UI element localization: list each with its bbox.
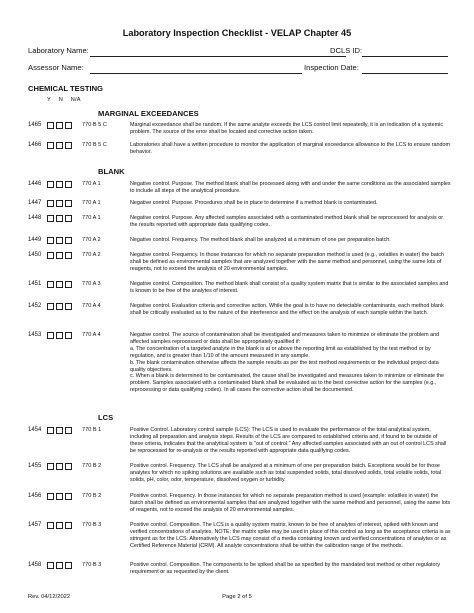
dcls-id-label: DCLS ID: <box>330 46 363 55</box>
item-number: 1453 <box>28 332 42 338</box>
no-checkbox[interactable] <box>56 252 63 259</box>
na-checkbox[interactable] <box>65 493 72 500</box>
item-number: 1455 <box>28 463 42 469</box>
item-description: Negative control. Evaluation criteria and corrective action. While the goal is to have no detectable contaminants, each method blank shall be critically evaluated as to the nature of the interference and the effect on the analysis of each sample within the batch. <box>130 303 444 316</box>
item-description: Negative control. Composition. The method blank shall consist of a quality system matrix that is similar to the associated samples and is known to be free of the analytes of interest. <box>130 281 449 294</box>
na-checkbox[interactable] <box>65 142 72 149</box>
inspection-date-label: Inspection Date: <box>304 63 359 72</box>
item-description: Negative control. Purpose. Any affected samples associated with a contaminated method blank shall be reprocessed for analysis or the results reported with appropriate data qualifying codes. <box>130 215 444 228</box>
na-checkbox[interactable] <box>65 252 72 259</box>
item-description: Marginal exceedance shall be random. If the same analyte exceeds the LCS control limit repeatedly, it is an indication of a systemic problem. The source of the error shall be located and corrective action taken. <box>130 122 444 135</box>
item-number: 1449 <box>28 237 42 243</box>
assessor-name-field[interactable] <box>90 73 302 74</box>
item-reference: 770 B 1 <box>82 427 102 433</box>
na-checkbox[interactable] <box>65 200 72 207</box>
item-description: Negative control. Frequency. The method blank shall be analyzed at a minimum of one per preparation batch. <box>130 237 391 243</box>
yes-checkbox[interactable] <box>47 522 54 529</box>
no-checkbox[interactable] <box>56 522 63 529</box>
no-checkbox[interactable] <box>56 493 63 500</box>
item-number: 1446 <box>28 181 42 187</box>
yes-checkbox[interactable] <box>47 303 54 310</box>
item-reference: 770 B 5 C <box>82 122 107 128</box>
item-number: 1452 <box>28 303 42 309</box>
subsection-marginal-exceedances: MARGINAL EXCEEDANCES <box>98 109 199 118</box>
item-reference: 770 A 1 <box>82 215 101 221</box>
item-number: 1456 <box>28 493 42 499</box>
no-checkbox[interactable] <box>56 303 63 310</box>
item-number: 1454 <box>28 427 42 433</box>
column-headers <box>47 97 87 103</box>
assessor-row <box>28 63 448 75</box>
na-checkbox[interactable] <box>65 463 72 470</box>
item-reference: 770 A 4 <box>82 332 101 338</box>
no-checkbox[interactable] <box>56 142 63 149</box>
na-checkbox[interactable] <box>65 332 72 339</box>
na-checkbox[interactable] <box>65 181 72 188</box>
item-reference: 770 B 5 C <box>82 142 107 148</box>
na-checkbox[interactable] <box>65 237 72 244</box>
na-checkbox[interactable] <box>65 522 72 529</box>
item-reference: 770 B 3 <box>82 522 102 528</box>
na-checkbox[interactable] <box>65 562 72 569</box>
no-checkbox[interactable] <box>56 200 63 207</box>
yes-checkbox[interactable] <box>47 142 54 149</box>
no-checkbox[interactable] <box>56 181 63 188</box>
item-reference: 770 A 1 <box>82 200 101 206</box>
yes-checkbox[interactable] <box>47 562 54 569</box>
col-n: N <box>58 97 63 103</box>
yes-checkbox[interactable] <box>47 181 54 188</box>
item-number: 1458 <box>28 562 42 568</box>
inspection-date-field[interactable] <box>362 73 448 74</box>
item-reference: 770 A 2 <box>82 237 101 243</box>
yes-checkbox[interactable] <box>47 252 54 259</box>
yes-checkbox[interactable] <box>47 281 54 288</box>
no-checkbox[interactable] <box>56 215 63 222</box>
item-description: Negative control. Purpose. Procedures shall be in place to determine if a method blank is contaminated. <box>130 200 378 206</box>
na-checkbox[interactable] <box>65 215 72 222</box>
item-description: Negative control. The source of contamination shall be investigated and measures taken to minimize or eliminate the problem and affected samples reprocessed or data shall be appropriately qualified if: a. The concentration of a targeted analyte in the blank is at or above the reporting limit as established by the test method or by regulation, and is greater than 1/10 of the amount measured in any sample. b. The blank contamination otherwise affects the sample results as per the test method requirements or the individual project data quality objectives. c. When a blank is determined to be contaminated, the cause shall be investigated and measures taken to minimize or eliminate the problem. Samples associated with a contaminated blank shall be evaluated as to the best corrective action for the samples (e.g., reprocessing or data qualifying codes). In all cases the corrective action shall be documented. <box>130 332 445 394</box>
no-checkbox[interactable] <box>56 281 63 288</box>
item-number: 1466 <box>28 142 42 148</box>
na-checkbox[interactable] <box>65 122 72 129</box>
col-y: Y <box>47 97 51 103</box>
col-na: N/A <box>70 97 81 103</box>
item-description: Negative control. Purpose. The method blank shall be processed along with and under the same conditions as the associated samples to include all steps of the analytical procedure. <box>130 181 451 194</box>
yes-checkbox[interactable] <box>47 427 54 434</box>
item-description: Laboratories shall have a written procedure to monitor the application of marginal exceedance allowance to the LCS to ensure random behavior. <box>130 142 451 155</box>
no-checkbox[interactable] <box>56 122 63 129</box>
item-number: 1465 <box>28 122 42 128</box>
item-description: Positive control. Composition. The LCS is a quality system matrix, known to be free of analytes of interest, spiked with known and verified concentrations of analytes. NOTE: the matrix spike may be used in place of this control as long as the acceptance criteria is as stringent as for the LCS. Alternatively the LCS may consist of a media containing known and verified concentrations of analytes or as Certified Reference Material (CRM). All analyte concentrations shall be within the calibration range of the methods. <box>130 522 451 549</box>
item-reference: 770 A 4 <box>82 303 101 309</box>
subsection-blank: BLANK <box>98 167 125 176</box>
no-checkbox[interactable] <box>56 332 63 339</box>
na-checkbox[interactable] <box>65 281 72 288</box>
item-reference: 770 B 3 <box>82 562 102 568</box>
yes-checkbox[interactable] <box>47 332 54 339</box>
item-description: Positive control. Composition. The components to be spiked shall be as specified by the mandated test method or other regulatory requirement or as requested by the client. <box>130 562 441 575</box>
subsection-lcs: LCS <box>98 413 114 422</box>
yes-checkbox[interactable] <box>47 493 54 500</box>
item-reference: 770 A 1 <box>82 181 101 187</box>
item-reference: 770 A 3 <box>82 281 101 287</box>
no-checkbox[interactable] <box>56 427 63 434</box>
item-description: Positive Control. Laboratory control sample (LCS): The LCS is used to evaluate the performance of the total analytical system, including all preparation and analysis steps. Results of the LCS are compared to established criteria and, if found to be outside of these criteria, indicates that the analytical system is "out of control." Any affected samples associated with an out of control LCS shall be reprocessed for re-analysis or the results reported with appropriate data qualifying codes. <box>130 427 447 454</box>
assessor-name-label: Assessor Name: <box>28 63 84 72</box>
page-title: Laboratory Inspection Checklist - VELAP Chapter 45 <box>122 28 352 38</box>
item-reference: 770 A 2 <box>82 252 101 258</box>
section-chemical-testing: CHEMICAL TESTING <box>28 84 103 93</box>
item-description: Negative control. Frequency. In those instances for which no separate preparation method is used (e.g., volatiles in water) the batch shall be defined as environmental samples that are analyzed together with the same method and personnel, using the same lots of reagents, not to exceed the analysis of 20 environmental samples. <box>130 252 444 272</box>
item-number: 1447 <box>28 200 42 206</box>
na-checkbox[interactable] <box>65 303 72 310</box>
yes-checkbox[interactable] <box>47 200 54 207</box>
yes-checkbox[interactable] <box>47 122 54 129</box>
item-description: Positive control. Frequency. The LCS shall be analyzed at a minimum of one per preparation batch. Exceptions would be for those analytes for which no spiking solutions are available such as total suspended solids, total dissolved solids, total volatile solids, total solids, pH, color, odor, temperature, dissolved oxygen or turbidity. <box>130 463 442 483</box>
yes-checkbox[interactable] <box>47 237 54 244</box>
lab-name-field[interactable] <box>90 56 346 57</box>
lab-name-row <box>28 46 448 58</box>
na-checkbox[interactable] <box>65 427 72 434</box>
yes-checkbox[interactable] <box>47 463 54 470</box>
lab-name-label: Laboratory Name: <box>28 46 89 55</box>
revision-date: Rev. 04/12/2022 <box>28 594 71 600</box>
no-checkbox[interactable] <box>56 562 63 569</box>
item-number: 1450 <box>28 252 42 258</box>
page-number: Page 2 of 5 <box>222 594 252 600</box>
dcls-id-field[interactable] <box>362 56 448 57</box>
no-checkbox[interactable] <box>56 463 63 470</box>
yes-checkbox[interactable] <box>47 215 54 222</box>
item-reference: 770 B 2 <box>82 463 102 469</box>
item-number: 1451 <box>28 281 42 287</box>
item-description: Positive control. Frequency. In those instances for which no separate preparation method is used (example: volatiles in water) the batch shall be defined as environmental samples that are analyzed together with the same method and personnel, using the same lots of reagents, not to exceed the analysis of 20 environmental samples. <box>130 493 451 513</box>
no-checkbox[interactable] <box>56 237 63 244</box>
item-reference: 770 B 2 <box>82 493 102 499</box>
item-number: 1457 <box>28 522 42 528</box>
item-number: 1448 <box>28 215 42 221</box>
